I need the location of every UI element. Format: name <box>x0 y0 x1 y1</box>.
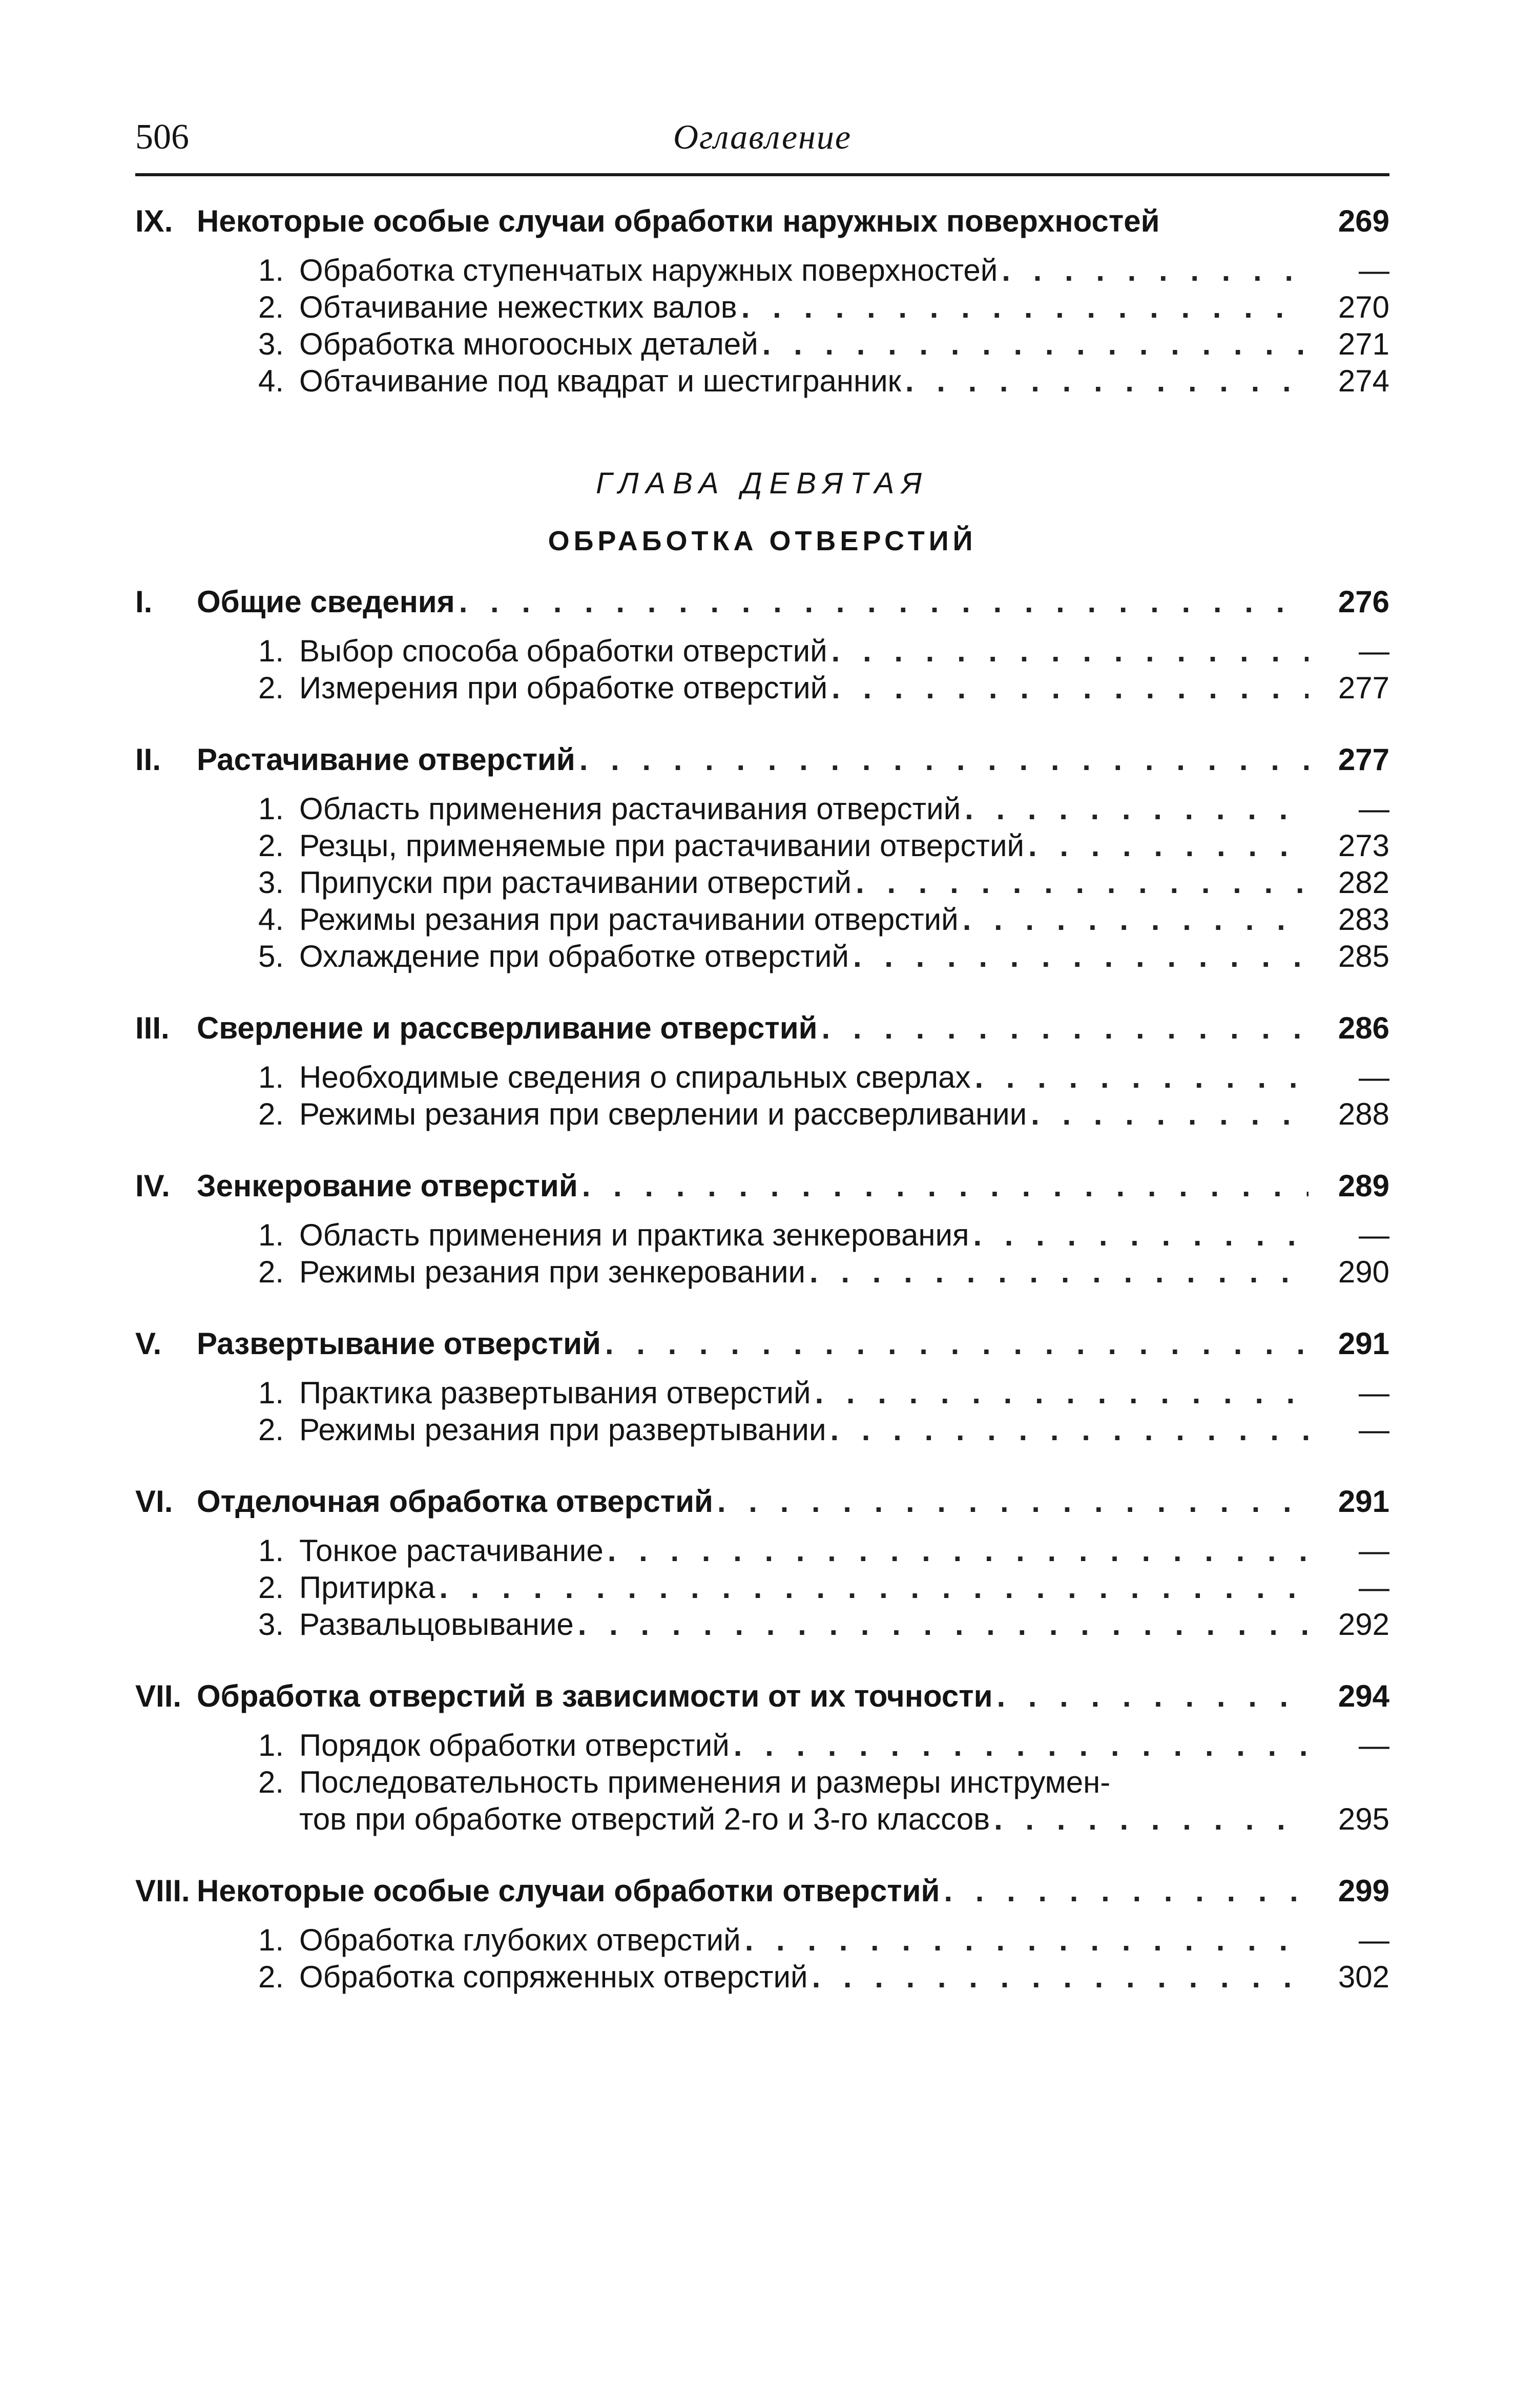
dot-leader <box>608 1532 1308 1569</box>
section-heading <box>135 1483 1389 1520</box>
dot-leader <box>762 326 1308 363</box>
entry-title: Область применения растачивания отверстий <box>299 792 961 826</box>
entry-number: 1. <box>258 1923 284 1957</box>
entry-page: — <box>1359 634 1389 668</box>
subsection-list <box>135 1727 1389 1838</box>
toc-entry <box>135 1922 1389 1959</box>
entry-number: 1. <box>258 1376 284 1410</box>
entry-number: 2. <box>258 1255 284 1289</box>
toc-entry <box>135 289 1389 326</box>
entry-page: 277 <box>1338 671 1389 705</box>
section-number: II. <box>135 742 161 777</box>
section-number: IX. <box>135 204 173 238</box>
entry-title: Обтачивание под квадрат и шестигранник <box>299 364 901 398</box>
entry-page: 273 <box>1338 828 1389 863</box>
section-title: Общие сведения <box>197 585 455 619</box>
dot-leader <box>579 741 1308 778</box>
toc-entry <box>135 1959 1389 1996</box>
toc-section-iii <box>135 1010 1389 1133</box>
entry-title: Практика развертывания отверстий <box>299 1376 811 1410</box>
subsection-list <box>135 1059 1389 1133</box>
dot-leader <box>717 1483 1308 1520</box>
dot-leader <box>994 1801 1308 1838</box>
section-page: 286 <box>1338 1011 1389 1045</box>
dot-leader <box>582 1168 1308 1205</box>
dot-leader <box>853 938 1308 975</box>
section-number: V. <box>135 1326 162 1361</box>
toc-entry <box>135 1411 1389 1448</box>
entry-title: Выбор способа обработки отверстий <box>299 634 827 668</box>
dot-leader <box>965 791 1308 827</box>
entry-number: 2. <box>258 1413 284 1447</box>
entry-page: 282 <box>1338 865 1389 900</box>
toc-entry <box>135 670 1389 707</box>
entry-page: 292 <box>1338 1607 1389 1642</box>
dot-leader <box>830 1411 1308 1448</box>
entry-page: 302 <box>1338 1960 1389 1994</box>
entry-title: Охлаждение при обработке отверстий <box>299 939 849 973</box>
toc-entry <box>135 326 1389 363</box>
section-title: Некоторые особые случаи обработки отверстий <box>197 1874 940 1908</box>
entry-title: Резцы, применяемые при растачивании отверстий <box>299 828 1024 863</box>
entry-title: Обработка сопряженных отверстий <box>299 1960 808 1994</box>
toc-entry <box>135 252 1389 289</box>
dot-leader <box>973 1217 1308 1254</box>
entry-title: Тонкое растачивание <box>299 1533 604 1568</box>
entry-page: 271 <box>1338 327 1389 361</box>
section-heading <box>135 741 1389 778</box>
toc-section-viii <box>135 1873 1389 1996</box>
entry-page: 285 <box>1338 939 1389 973</box>
entry-page: — <box>1359 1570 1389 1605</box>
toc-section-ix <box>135 203 1389 400</box>
section-page: 269 <box>1338 204 1389 238</box>
section-title: Отделочная обработка отверстий <box>197 1484 713 1519</box>
entry-title: Режимы резания при развертывании <box>299 1413 826 1447</box>
entry-page: — <box>1359 1533 1389 1568</box>
toc-entry <box>135 901 1389 938</box>
entry-page: 274 <box>1338 364 1389 398</box>
chapter-label: ГЛАВА ДЕВЯТАЯ <box>596 467 929 500</box>
entry-number: 1. <box>258 1533 284 1568</box>
section-number: VI. <box>135 1484 173 1519</box>
subsection-list <box>135 791 1389 975</box>
entry-title: Обработка многоосных деталей <box>299 327 758 361</box>
dot-leader <box>996 1678 1308 1715</box>
entry-title: Припуски при растачивании отверстий <box>299 865 852 900</box>
dot-leader <box>832 670 1308 707</box>
toc-section-i <box>135 584 1389 707</box>
dot-leader <box>734 1727 1308 1764</box>
dot-leader <box>905 363 1308 400</box>
section-heading <box>135 1325 1389 1362</box>
toc-entry <box>135 1727 1389 1764</box>
toc-page <box>135 112 1389 1996</box>
dot-leader <box>809 1254 1308 1291</box>
section-page: 291 <box>1338 1484 1389 1519</box>
section-page: 276 <box>1338 585 1389 619</box>
dot-leader <box>963 901 1308 938</box>
entry-page: 290 <box>1338 1255 1389 1289</box>
entry-page: 288 <box>1338 1097 1389 1131</box>
dot-leader <box>815 1375 1308 1411</box>
entry-number: 3. <box>258 1607 284 1642</box>
subsection-list <box>135 1375 1389 1448</box>
toc-entry <box>135 1096 1389 1133</box>
dot-leader <box>832 633 1308 670</box>
dot-leader <box>605 1325 1308 1362</box>
entry-number: 5. <box>258 939 284 973</box>
entry-title: Обработка глубоких отверстий <box>299 1923 741 1957</box>
section-page: 277 <box>1338 742 1389 777</box>
entry-title: Развальцовывание <box>299 1607 574 1642</box>
chapter-title: ОБРАБОТКА ОТВЕРСТИЙ <box>548 526 977 556</box>
toc-entry <box>135 1059 1389 1096</box>
entry-title-continuation: тов при обработке отверстий 2-го и 3-го классов <box>299 1802 990 1836</box>
section-heading <box>135 1873 1389 1909</box>
entry-title: Режимы резания при сверлении и рассверливании <box>299 1097 1027 1131</box>
entry-number: 1. <box>258 634 284 668</box>
section-heading <box>135 584 1389 620</box>
entry-page: — <box>1359 1060 1389 1094</box>
entry-page: — <box>1359 1728 1389 1762</box>
toc-section-vii <box>135 1678 1389 1838</box>
toc-entry <box>135 1217 1389 1254</box>
dot-leader <box>974 1059 1308 1096</box>
section-heading <box>135 203 1389 240</box>
section-heading <box>135 1168 1389 1205</box>
toc-section-v <box>135 1325 1389 1448</box>
entry-title: Область применения и практика зенкерования <box>299 1218 969 1252</box>
toc-entry-continuation <box>135 1801 1389 1838</box>
dot-leader <box>856 864 1308 901</box>
entry-page: — <box>1359 1923 1389 1957</box>
entry-number: 3. <box>258 327 284 361</box>
section-title: Некоторые особые случаи обработки наружных поверхностей <box>197 204 1160 238</box>
subsection-list <box>135 633 1389 707</box>
subsection-list <box>135 1217 1389 1291</box>
dot-leader <box>822 1010 1308 1047</box>
entry-number: 4. <box>258 364 284 398</box>
dot-leader <box>1031 1096 1308 1133</box>
section-title: Сверление и рассверливание отверстий <box>197 1011 818 1045</box>
entry-page: — <box>1359 253 1389 287</box>
section-number: IV. <box>135 1169 170 1203</box>
toc-entry <box>135 1569 1389 1606</box>
toc-entry <box>135 864 1389 901</box>
header-rule <box>135 173 1389 176</box>
dot-leader <box>1002 252 1308 289</box>
toc-entry <box>135 938 1389 975</box>
section-page: 291 <box>1338 1326 1389 1361</box>
toc-entry <box>135 1606 1389 1643</box>
entry-title: Необходимые сведения о спиральных сверлах <box>299 1060 971 1094</box>
dot-leader <box>439 1569 1308 1606</box>
entry-number: 3. <box>258 865 284 900</box>
section-number: I. <box>135 585 153 619</box>
toc-section-iv <box>135 1168 1389 1291</box>
toc-section-ii <box>135 741 1389 975</box>
entry-number: 2. <box>258 828 284 863</box>
entry-number: 1. <box>258 1218 284 1252</box>
entry-number: 2. <box>258 290 284 324</box>
entry-page: — <box>1359 1218 1389 1252</box>
dot-leader <box>1028 827 1308 864</box>
entry-number: 1. <box>258 253 284 287</box>
entry-title: Измерения при обработке отверстий <box>299 671 828 705</box>
section-page: 289 <box>1338 1169 1389 1203</box>
entry-number: 1. <box>258 1728 284 1762</box>
entry-number: 2. <box>258 1570 284 1605</box>
section-title: Развертывание отверстий <box>197 1326 601 1361</box>
entry-title: Режимы резания при зенкеровании <box>299 1255 806 1289</box>
entry-title: Порядок обработки отверстий <box>299 1728 730 1762</box>
toc-entry <box>135 1254 1389 1291</box>
toc-section-vi <box>135 1483 1389 1643</box>
toc-entry <box>135 1532 1389 1569</box>
section-title: Обработка отверстий в зависимости от их точности <box>197 1679 993 1713</box>
section-number: III. <box>135 1011 170 1045</box>
entry-page: 270 <box>1338 290 1389 324</box>
entry-number: 1. <box>258 1060 284 1094</box>
section-heading <box>135 1010 1389 1047</box>
entry-title: Обработка ступенчатых наружных поверхностей <box>299 253 998 287</box>
section-number: VII. <box>135 1679 182 1713</box>
page-number: 506 <box>135 117 189 157</box>
dot-leader <box>812 1959 1308 1996</box>
entry-number: 2. <box>258 671 284 705</box>
entry-page: — <box>1359 1376 1389 1410</box>
entry-page: — <box>1359 792 1389 826</box>
entry-number: 2. <box>258 1765 284 1799</box>
entry-number: 1. <box>258 792 284 826</box>
section-title: Зенкерование отверстий <box>197 1169 578 1203</box>
toc-entry <box>135 633 1389 670</box>
entry-title: Режимы резания при растачивании отверстий <box>299 902 959 937</box>
section-heading <box>135 1678 1389 1715</box>
subsection-list <box>135 1532 1389 1643</box>
entry-page: — <box>1359 1413 1389 1447</box>
entry-page: 283 <box>1338 902 1389 937</box>
section-page: 299 <box>1338 1874 1389 1908</box>
entry-number: 2. <box>258 1960 284 1994</box>
entry-title: Обтачивание нежестких валов <box>299 290 737 324</box>
dot-leader <box>745 1922 1308 1959</box>
subsection-list <box>135 252 1389 400</box>
toc-entry <box>135 791 1389 827</box>
section-title: Растачивание отверстий <box>197 742 575 777</box>
toc-entry <box>135 1764 1389 1801</box>
toc-entry <box>135 827 1389 864</box>
running-title: Оглавление <box>673 117 852 156</box>
dot-leader <box>944 1873 1308 1909</box>
section-number: VIII. <box>135 1874 190 1908</box>
subsection-list <box>135 1922 1389 1996</box>
toc-entry <box>135 1375 1389 1411</box>
entry-title: Притирка <box>299 1570 435 1605</box>
dot-leader <box>741 289 1308 326</box>
entry-title: Последовательность применения и размеры инструмен- <box>299 1765 1111 1799</box>
dot-leader <box>578 1606 1308 1643</box>
entry-number: 2. <box>258 1097 284 1131</box>
section-page: 294 <box>1338 1679 1389 1713</box>
entry-number: 4. <box>258 902 284 937</box>
entry-page: 295 <box>1338 1802 1389 1836</box>
toc-entry <box>135 363 1389 400</box>
page-header <box>135 112 1389 173</box>
dot-leader <box>459 584 1308 620</box>
